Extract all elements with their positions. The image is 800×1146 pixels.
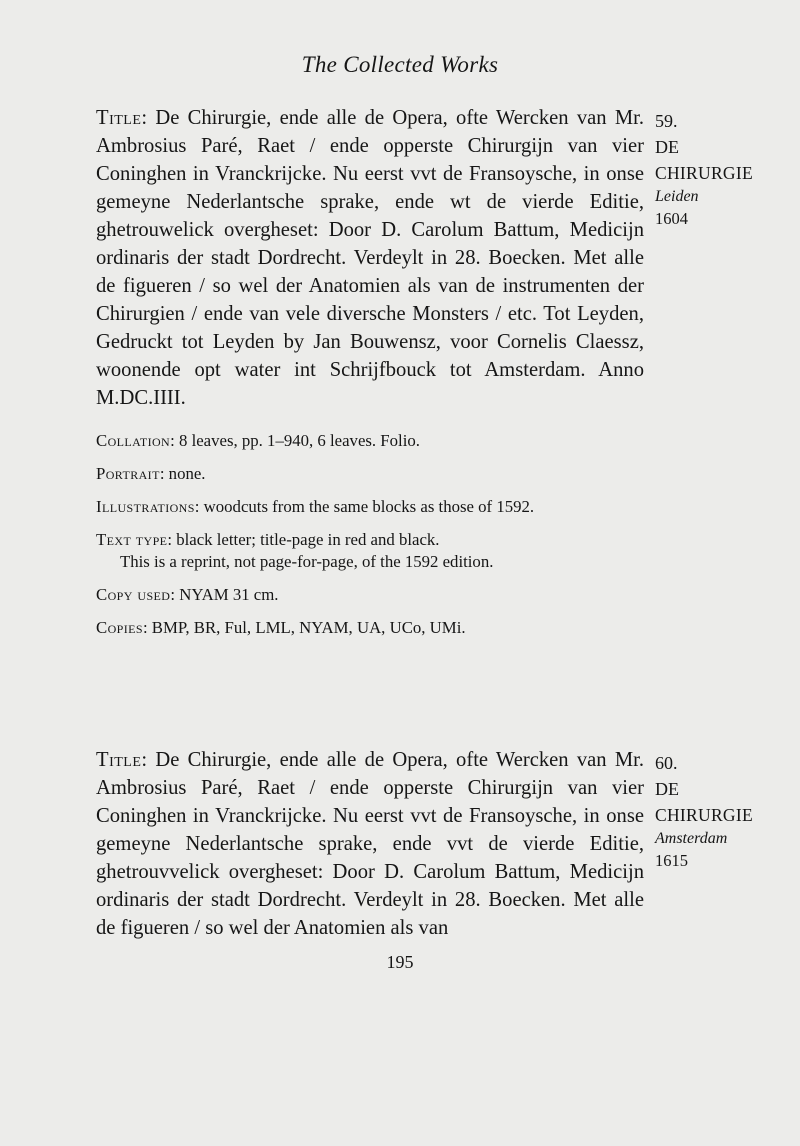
title-label: Title: [96, 749, 142, 771]
title-text: De Chirurgie, ende alle de Opera, ofte Wercken van Mr. Ambrosius Paré, Raet / ende opperste Chirurgijn van vier Coninghen in Vranckrijcke. Nu eerst vvt de Fransoysche, in onse gemeyne Nederlantsche sprake, ende vvt de vierde Editie, ghetrouvvelick overgheset: Door D. Carolum Battum, Medicijn ordinaris der stadt Dordrecht. Verdeylt in 28. Boecken. Met alle de figueren / so wel der Anatomien als van: [96, 749, 644, 939]
page-number: 195: [386, 952, 414, 972]
title-text: De Chirurgie, ende alle de Opera, ofte Wercken van Mr. Ambrosius Paré, Raet / ende opperste Chirurgijn van vier Coninghen in Vranckrijcke. Nu eerst vvt de Fransoysche, in onse gemeyne Nederlantsche sprake, ende wt de vierde Editie, ghetrouwelick overgheset: Door D. Carolum Battum, Medicijn ordinaris der stadt Dordrecht. Verdeylt in 28. Boecken. Met alle de figueren / so wel der Anatomien als van de instrumenten der Chirurgien / ende van vele diversche Monsters / etc. Tot Leyden, Gedruckt tot Leyden by Jan Bouwensz, voor Cornelis Claessz, woonende opt water int Schrijfbouck tot Amsterdam. Anno M.DC.IIII.: [96, 107, 644, 409]
copy-used-text: NYAM 31 cm.: [179, 585, 279, 604]
entry-59: [96, 104, 644, 639]
copies-line: Copies: BMP, BR, Ful, LML, NYAM, UA, UCo, UMi.: [96, 618, 466, 637]
portrait-line: Portrait: none.: [96, 464, 206, 483]
text-type-label: Text type: [96, 530, 168, 549]
copy-used-label: Copy used: [96, 585, 171, 604]
collation-label: Collation: [96, 431, 171, 450]
illustrations-line: Illustrations: woodcuts from the same blocks as those of 1592.: [96, 497, 535, 516]
short-title: DE: [655, 137, 679, 157]
entry-59-margin: [655, 108, 785, 230]
imprint-place: Amsterdam: [655, 830, 728, 847]
short-title: CHIRURGIE: [655, 805, 753, 825]
portrait-label: Portrait: [96, 464, 160, 483]
text-type-text: black letter; title-page in red and black.: [176, 530, 440, 549]
title-label: Title: [96, 107, 142, 129]
collation-text: 8 leaves, pp. 1–940, 6 leaves. Folio.: [178, 431, 420, 450]
title-paragraph: Title: De Chirurgie, ende alle de Opera, ofte Wercken van Mr. Ambrosius Paré, Raet / ende opperste Chirurgijn van vier Coninghen in Vranckrijcke. Nu eerst vvt de Fransoysche, in onse gemeyne Nederlantsche sprake, ende wt de vierde Editie, ghetrouwelick overgheset: Door D. Carolum Battum, Medicijn ordinaris der stadt Dordrecht. Verdeylt in 28. Boecken. Met alle de figueren / so wel der Anatomien als van de instrumenten der Chirurgien / ende van vele diversche Monsters / etc. Tot Leyden, Gedruckt tot Leyden by Jan Bouwensz, voor Cornelis Claessz, woonende opt water int Schrijfbouck tot Amsterdam. Anno M.DC.IIII.: [96, 107, 644, 409]
entry-60-margin: [655, 750, 785, 872]
text-type-line: Text type: black letter; title-page in red and black.: [96, 530, 440, 549]
short-title: DE: [655, 779, 679, 799]
imprint-place: Leiden: [655, 188, 699, 205]
short-title: CHIRURGIE: [655, 163, 753, 183]
imprint-year: 1615: [655, 851, 688, 870]
reprint-note: This is a reprint, not page-for-page, of the 1592 edition.: [120, 552, 494, 571]
entry-number: 60.: [655, 753, 678, 773]
copies-label: Copies: [96, 618, 143, 637]
collation-line: Collation: 8 leaves, pp. 1–940, 6 leaves. Folio.: [96, 431, 420, 450]
illustrations-text: woodcuts from the same blocks as those of 1592.: [203, 497, 535, 516]
imprint-year: 1604: [655, 209, 688, 228]
illustrations-label: Illustrations: [96, 497, 195, 516]
title-paragraph: Title: De Chirurgie, ende alle de Opera, ofte Wercken van Mr. Ambrosius Paré, Raet / ende opperste Chirurgijn van vier Coninghen in Vranckrijcke. Nu eerst vvt de Fransoysche, in onse gemeyne Nederlantsche sprake, ende vvt de vierde Editie, ghetrouvvelick overgheset: Door D. Carolum Battum, Medicijn ordinaris der stadt Dordrecht. Verdeylt in 28. Boecken. Met alle de figueren / so wel der Anatomien als van: [96, 749, 644, 939]
running-head: The Collected Works: [301, 52, 499, 77]
portrait-text: none.: [168, 464, 206, 483]
copy-used-line: Copy used: NYAM 31 cm.: [96, 585, 279, 604]
copies-text: BMP, BR, Ful, LML, NYAM, UA, UCo, UMi.: [151, 618, 466, 637]
entry-number: 59.: [655, 111, 678, 131]
entry-60: [96, 746, 644, 942]
